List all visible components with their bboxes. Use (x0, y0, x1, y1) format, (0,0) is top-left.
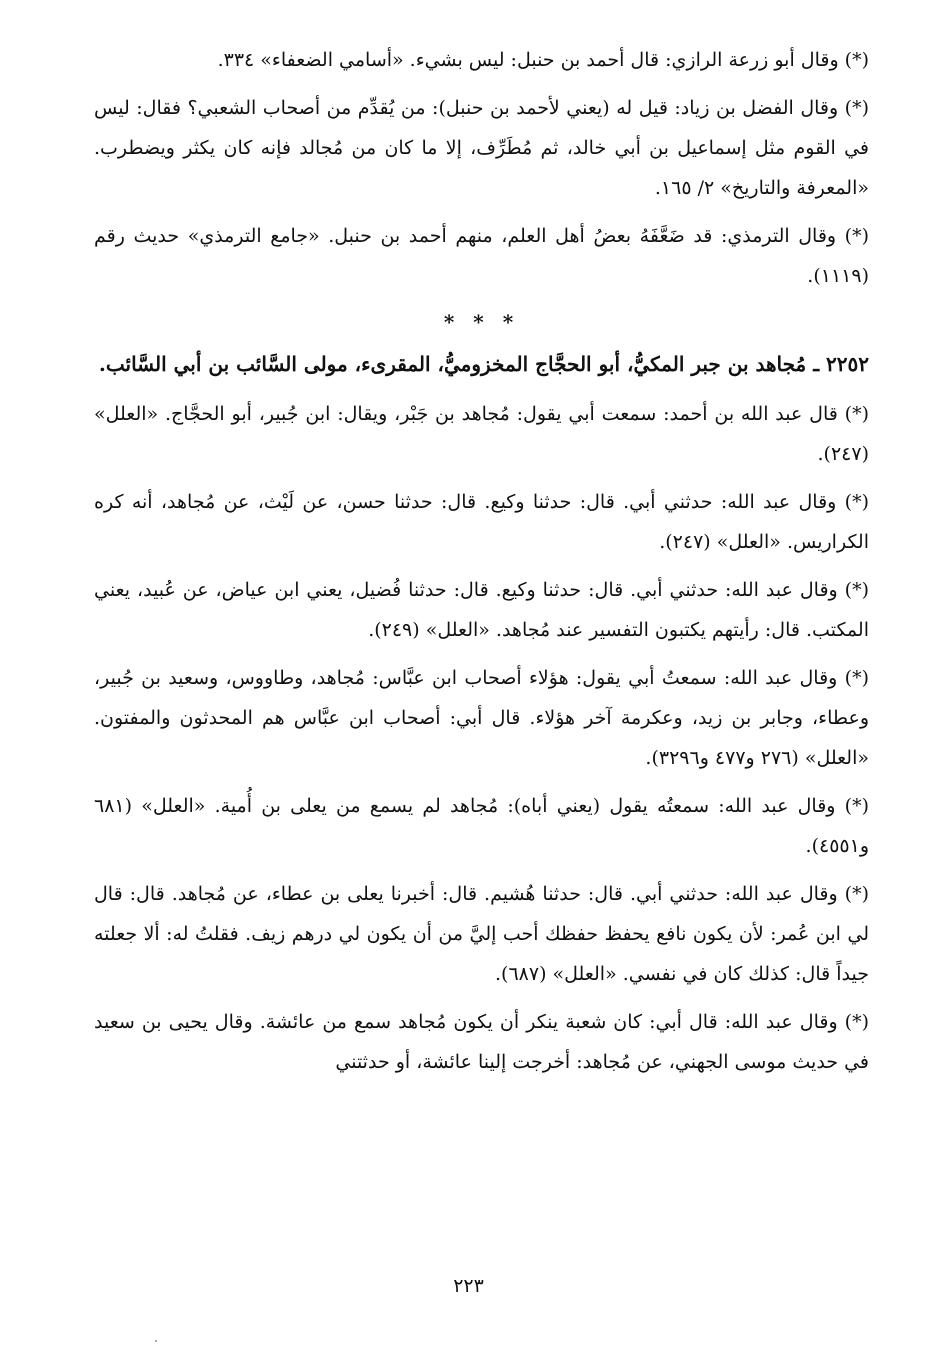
paragraph-abdullah-6: (*) وقال عبد الله: حدثني أبي. قال: حدثنا هُشيم. قال: أخبرنا يعلى بن عطاء، عن مُجاهد. قال: قال لي ابن عُمر: لأن يكون نافع يحفظ حفظك أحب إليَّ من أن يكون لي درهم زيف. فقلتُ له: ألا جعلته جيداً قال: كذلك كان في نفسي. «العلل» (٦٨٧). (94, 883, 869, 985)
paragraph-abdullah-2: (*) وقال عبد الله: حدثني أبي. قال: حدثنا وكيع. قال: حدثنا حسن، عن لَيْث، عن مُجاهد، أنه كره الكراريس. «العلل» (٢٤٧). (94, 491, 869, 553)
section-separator: * * * (443, 310, 520, 334)
paragraph-abdullah-5: (*) وقال عبد الله: سمعتُه يقول (يعني أباه): مُجاهد لم يسمع من يعلى بن أُمية. «العلل» (٦٨١ و٤٥٥١). (94, 795, 869, 857)
page-number: ٢٢٣ (453, 1275, 484, 1297)
paragraph-tirmidhi: (*) وقال الترمذي: قد ضَعَّفَهُ بعضُ أهل العلم، منهم أحمد بن حنبل. «جامع الترمذي» حديث رقم (١١١٩). (94, 225, 869, 287)
entry-heading: ٢٢٥٢ ـ مُجاهد بن جبر المكيُّ، أبو الحجَّاج المخزوميُّ، المقرىء، مولى السَّائب بن أبي السَّائب. (98, 352, 869, 376)
paragraph-abdullah-1: (*) قال عبد الله بن أحمد: سمعت أبي يقول: مُجاهد بن جَبْر، ويقال: ابن جُبير، أبو الحجَّاج. «العلل» (٢٤٧). (94, 403, 869, 465)
scan-mark (155, 1340, 157, 1342)
page-body (94, 40, 869, 1090)
paragraph-abdullah-4: (*) وقال عبد الله: سمعتُ أبي يقول: هؤلاء أصحاب ابن عبَّاس: مُجاهد، وطاووس، وسعيد بن جُبير، وعطاء، وجابر بن زيد، وعكرمة آخر هؤلاء. قال أبي: أصحاب ابن عبَّاس هم المحدثون والمفتون. «العلل» (٢٧٦ و٤٧٧ و٣٢٩٦). (94, 667, 869, 769)
paragraph-abu-zura: (*) وقال أبو زرعة الرازي: قال أحمد بن حنبل: ليس بشيء. «أسامي الضعفاء» ٣٣٤. (217, 49, 869, 71)
paragraph-abdullah-3: (*) وقال عبد الله: حدثني أبي. قال: حدثنا وكيع. قال: حدثنا فُضيل، يعني ابن عياض، عن عُبيد، يعني المكتب. قال: رأيتهم يكتبون التفسير عند مُجاهد. «العلل» (٢٤٩). (94, 579, 869, 641)
paragraph-fadl-ibn-ziyad: (*) وقال الفضل بن زياد: قيل له (يعني لأحمد بن حنبل): من يُقدِّم من أصحاب الشعبي؟ فقال: ليس في القوم مثل إسماعيل بن أبي خالد، ثم مُطَرِّف، إلا ما كان من مُجالد فإنه كان يكثر ويضطرب. «المعرفة والتاريخ» ٢/ ١٦٥. (94, 97, 870, 199)
paragraph-abdullah-7: (*) وقال عبد الله: قال أبي: كان شعبة ينكر أن يكون مُجاهد سمع من عائشة. وقال يحيى بن سعيد في حديث موسى الجهني، عن مُجاهد: أخرجت إلينا عائشة، أو حدثتني (94, 1011, 869, 1073)
